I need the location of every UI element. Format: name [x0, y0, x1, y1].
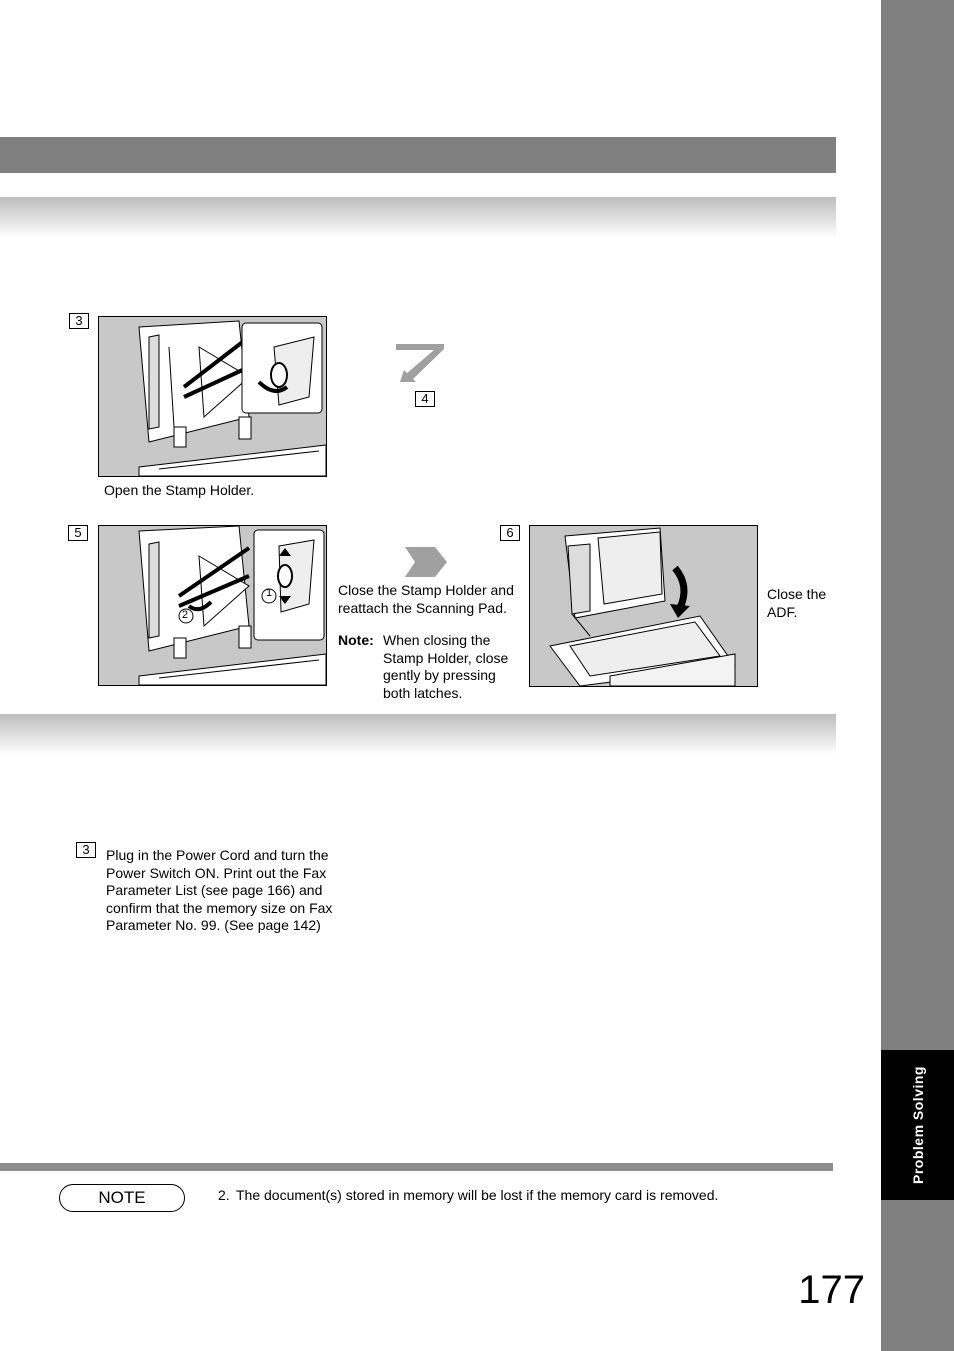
side-tab-label: Problem Solving: [909, 1066, 926, 1184]
note-badge: NOTE: [59, 1184, 185, 1212]
note-text-inline: When closing the Stamp Holder, close gently by pressing both latches.: [383, 632, 509, 701]
adf-close-drawing: [530, 526, 757, 686]
step-3-box-second: 3: [76, 842, 96, 858]
section-band-1: [0, 197, 836, 237]
footer-rule: [0, 1163, 833, 1171]
callout-2: 2: [181, 609, 189, 621]
bent-arrow-icon: [396, 344, 446, 384]
step-3-box: 3: [69, 313, 89, 329]
caption-open-stamp-holder: Open the Stamp Holder.: [104, 482, 255, 498]
title-bar: [0, 137, 836, 173]
chevron-right-icon: [405, 547, 447, 577]
open-stamp-holder-illustration: [98, 316, 327, 477]
note-label-inline: Note:: [338, 632, 374, 648]
close-stamp-holder-illustration: [98, 525, 327, 686]
adf-open-drawing: [99, 317, 326, 476]
caption-close-stamp-holder: Close the Stamp Holder and reattach the Scanning Pad.: [338, 582, 514, 616]
stamp-holder-close-drawing: [99, 526, 326, 685]
step-6-box: 6: [500, 525, 520, 541]
page-number: 177: [798, 1268, 865, 1312]
caption-close-adf: Close the ADF.: [767, 586, 827, 620]
callout-1: 1: [265, 587, 273, 599]
note-item-text: The document(s) stored in memory will be lost if the memory card is removed.: [236, 1187, 719, 1203]
step-4-box: 4: [415, 391, 435, 407]
caption-plug-power: Plug in the Power Cord and turn the Power Switch ON. Print out the Fax Parameter List (see page 166) and confirm that the memory size on Fax Parameter No. 99. (See page 142): [106, 847, 333, 933]
step-5-box: 5: [68, 525, 88, 541]
note-item-number: 2.: [218, 1187, 230, 1203]
close-adf-illustration: [529, 525, 758, 687]
section-band-2: [0, 714, 836, 754]
